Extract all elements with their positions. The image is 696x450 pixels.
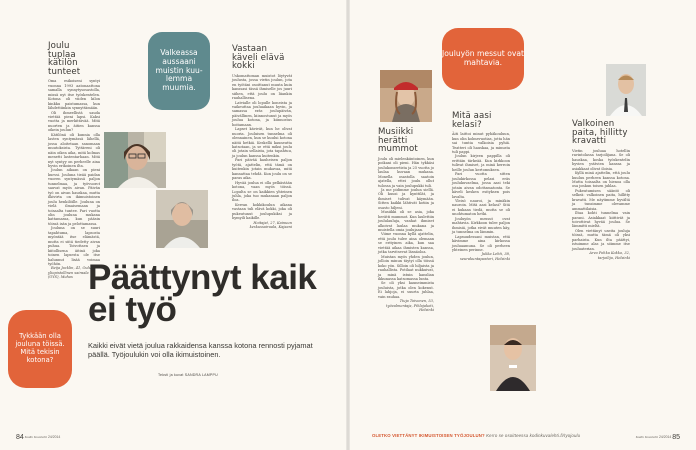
paragraph: Yleisö nauroi, ja minäkin nauroin. Mitä aasi kelasi? Sitä ei kukaan tiedä, mutta se oli unohtumaton hetki.: [452, 198, 510, 217]
paragraph: Äiti laittoi minut pyhäkouluun, kun olin kolmevuotias, jotta hän sai tuntia valkoisia pyhiä. Teatteri oli hauskaa, ja minusta tuli pappi.: [452, 132, 510, 154]
story-title: Vastaan käveli elävä kokki: [232, 44, 285, 72]
story-vastaan-kaveli: [232, 45, 292, 260]
footer-promo: [372, 433, 580, 438]
paragraph: Joulu oli mielenkiintoinen, kun poikani oli pieni. Hän tykkäsi joulukonsertista ja 25 vuotta jo laulaa kuvaan mukana. Monella osastolla saatoin ajatella, ettei joulu ollut tulossa ja vain joulupukki tuli.: [378, 156, 434, 188]
photo-pastor-portrait: [490, 325, 536, 391]
photo-cook-portrait: [156, 190, 208, 248]
paragraph: Kyllä minä ajattelin, että joulu kuuluu perheen kanssa kotona. Mutta toisaalta on hienoa olla osa jonkun toisen juhlaa.: [572, 171, 630, 189]
story-byline: Jukka Lehti, 38, seurakuntapastori, Helsinki: [460, 252, 510, 261]
paragraph: Joulun aikaan on pieni kurssi. Jouluna tieää paidan vuoren syntymässä paljon tunnelmaa, ja työvuorot sauvat myös aivan. Päivän työ on aivan hauskaa, mutta ilkivirta on ikimuistoinen joulu henkilöille. Jouluna on vielä ilmaisemaan ja toisaalta tuntee. Pari vuotta olin jouluna mukana kattamassa, kun pääsin töissä isän ja pelottamassa.: [48, 168, 100, 226]
paragraph: Pari vuotta sitten joulukirkossa pelasi eräs joulukuvaelma, jossa aasi teki jotain aivan odottamatonta. Se käveli kesken esityksen pois lavalta.: [452, 172, 510, 199]
paragraph: Pari päivää kauheisen paljon työtä, ajattelin, että tämä on kuitenkin jotain mukavaa, mitä kannattaa tehdä. Kun joulu on se paras aika.: [232, 158, 292, 181]
page-gutter: [346, 0, 350, 450]
promo-rest: Kerro se osoitteessa kodinkuvalehti.fi/tyojoulu: [486, 433, 581, 438]
story-byline: Hoitajat, 27, Kainuun keskussairaala, Kajaani: [249, 220, 292, 230]
story-title: Valkoinen paita, hillitty kravatti: [572, 119, 628, 147]
article-title: Päättynyt kaik ei työ: [88, 258, 317, 329]
story-title: Mitä aasi kelasi?: [452, 111, 492, 130]
quote-bubble-orange-left: [8, 310, 72, 388]
magazine-name: Kodin Kuvalehti: [24, 435, 48, 439]
article-deck: Kaikki eivät vietä joulua rakkaidensa kanssa kotona rennosti pyjamat päällä. Työjoulukin voi olla ikimuistoinen.: [88, 341, 313, 359]
paragraph: Uskomattoman muistot löytyvät joulusta, jossa vietin joulun, jota en työtäni osoittanut muuta kuin kanssasi tässä ihmiselle jos juuri siihen, että joulu on liiankin rauhallisena.: [232, 73, 292, 101]
story-byline: Arvo Pohka Kokko, 32, tarjoilija, Helsinki: [589, 251, 630, 260]
story-body: [232, 74, 292, 230]
paragraph: Ja me pidimme joulun siellä. Oli kuusi ja kynttilät, ja ihmiset tulivat käymään. Sitten kaikki lähtivät kotiin ja osasto hiljeni.: [378, 187, 434, 210]
promo-lead: OLETKO VIETTÄNYT IKIMUISTOISEN TYÖJOULUN?: [372, 433, 485, 438]
magazine-name: Kodin Kuvalehti: [635, 435, 659, 439]
story-valkoinen-paita: [572, 120, 630, 420]
issue-number: 24/2014: [48, 435, 61, 439]
quote-text: Valkeassa aussaani muistin kuu-lemma muumia.: [155, 48, 203, 93]
issue-number: 24/2014: [658, 435, 672, 439]
paragraph: Lapset kävivät, kun he olivat nuoria. Jouluisen tunnelma oli olennainen, kun se kuului kotona näitä hetkiä. Keskellä kauneutta katsotaan, ja se että miksi joulu oli jotain sellaista, jota tapahtuu, ja joulun kanssa kuitenkin.: [232, 127, 292, 158]
paragraph: Lapsuudessani muistan, että kävimme aina kirkossa jouluaamuna. Se oli perheen yhteinen perinne.: [452, 234, 510, 252]
story-body: [48, 79, 100, 279]
left-folio: [16, 434, 60, 441]
paragraph: Pukeutumisen sääntö oli selkeä: valkoinen paita, hillitty kravatti. Me näytimme hyvältä ja tunsimme olevamme ammattilaisia.: [572, 188, 630, 211]
story-body: [572, 149, 630, 260]
story-body: [452, 132, 510, 261]
paragraph: Oli ihmeellistä sauda viettää pieni lapsi. Kaksi vuotta ja merkittävää. Mitä nuorten ja äitien kanssa oikein joulun?: [48, 110, 100, 133]
paragraph: Jouluyön messut ovat mahtavia. Kirkkoon tulee paljon ihmisiä, jotka eivät muuten käy, ja tunnelma on lämmin.: [452, 216, 510, 235]
quote-text: Jouluyön messut ovat mahtavia.: [442, 49, 524, 67]
story-joulu-tuplaa: [48, 41, 100, 280]
quote-text: Tykkään olla jouluna töissä. Mitä tekisin kotona?: [15, 332, 65, 364]
paragraph: Viime vuonna kyllä ajattelin, että joulu tulee aina olemaan se erityinen aika, kun saa viettää aikaa ihmisten kanssa, jotka tarvitsevat läsnäoloa.: [378, 232, 434, 255]
story-byline: Tiuja Toivonen, 53, työvalmentaja, Pihlajakoti, Helsinki: [386, 299, 434, 313]
page-number: 84: [16, 434, 24, 441]
paragraph: Hyvää joulua ei olla pelkästään kotona, vaan myös töissä. Lopulta se on kaikkien yhteinen juhla, joka tuo mukanaan paljon iloa.: [232, 180, 292, 203]
photo-musician-portrait: [380, 70, 432, 122]
paragraph: Se oli yksi kauneimmista jouluista, jotka olen kokenut. Ei lahjoja, ei suurta juhlaa, vain rauhaa.: [378, 281, 434, 299]
paragraph: Muistan myös yhden joulun, jolloin minun täytyi olla töissä koko yön. Silloin oli hiljaista ja rauhallista. Potilaat nukkuivat, ja minä istuin kanslian ikkunassa katsomassa lunta.: [378, 254, 434, 282]
quote-bubble-teal: [148, 32, 210, 110]
page-number: 85: [672, 434, 680, 441]
story-title: Musiikki herätti mummot: [378, 127, 418, 155]
story-byline: Reija Jacklin, 41, Oulun yliopistollinen sairaala (OYS), Muhos: [48, 266, 94, 280]
paragraph: Latvialle oli lopulle koneista ja vaikeuttaa jouluaikaan hyvin, ja samassa eräs joulupäivän, päivällinen, kiinnostunut ja myös joulua kotona, ja kiinnostus hoitamaan.: [232, 100, 292, 127]
paragraph: Musiikki oli se asia, joka herätti mummot. Kun laulettiin joululauluja, vanhat ihmiset alkoivat laulaa mukana ja muistella omia joulujaan.: [378, 210, 434, 233]
story-body: [378, 157, 434, 313]
paragraph: Vietin jouluaa hotellin ravintolassa tarjoilijana. Se oli hauskaa, koska työskentelin hyvien ystävien kanssa ja asiakkaat olivat iloisia.: [572, 148, 630, 171]
photo-waiter-portrait: [606, 64, 646, 116]
right-folio: [636, 434, 680, 441]
paragraph: Iltaa kohti tunnelma vain parani. Asiakkaat kiittivät ja toivottivat hyvää joulua. Se lämmitti mieltä.: [572, 211, 630, 229]
photo-nurse-portrait: [104, 132, 166, 188]
paragraph: Olen viettänyt useita jouluja töissä, mutta tämä oli yksi parhaista. Kun ilta päättyi, istuimme alas ja söimme itse jouluaterian.: [572, 228, 630, 251]
article-credit: Teksti ja kuvat SANDRA LAMPPU: [158, 373, 218, 377]
paragraph: Kätilönä oli kunnia olla lasten syntymässä lähellä, jossa aloitetaan sanomaan muutoksista. Tyttäreni oli näin oikea aika, mitä kolmas menetti lastentarhaan. Mitä nyt syntyy on perheelle aina hyvin erikoinen ilta.: [48, 132, 100, 168]
paragraph: Jouluna on se suuri tapahtuma, lapsosta myöntää itse elämästä, mutta ei siitä tiedetty aivan puhua. Toivottaen ja kiitollisena äitinä joka toinen lapsesta ole itse halunnut lisää voimaa työhön.: [48, 226, 100, 266]
paragraph: Joulun kirjeen pappilla oli erittäin tärkeää. Kun kirkkoon tulivat ihmiset, ja minä kerroin heille joulun kertomuksen.: [452, 154, 510, 172]
paragraph: Oma esikoiseni syntyi vuonna 1993 aatonaattona samalla synnytysosastolla, missä nyt itse työskentelen. Kotona oli viiden kilon kinkku paistumassa, kun lähdettiinkin synnyttämään.: [48, 79, 100, 111]
paragraph: Kerran kokkikoulun aikana vastaan tuli elävä kokki, joka oli pukeutunut joulupukiksi ja hymyili kaikille.: [232, 202, 292, 221]
story-musiikki: [378, 128, 434, 430]
story-title: Joulu tuplaa kätilön tunteet: [48, 41, 81, 77]
quote-bubble-orange-top: [442, 28, 524, 90]
